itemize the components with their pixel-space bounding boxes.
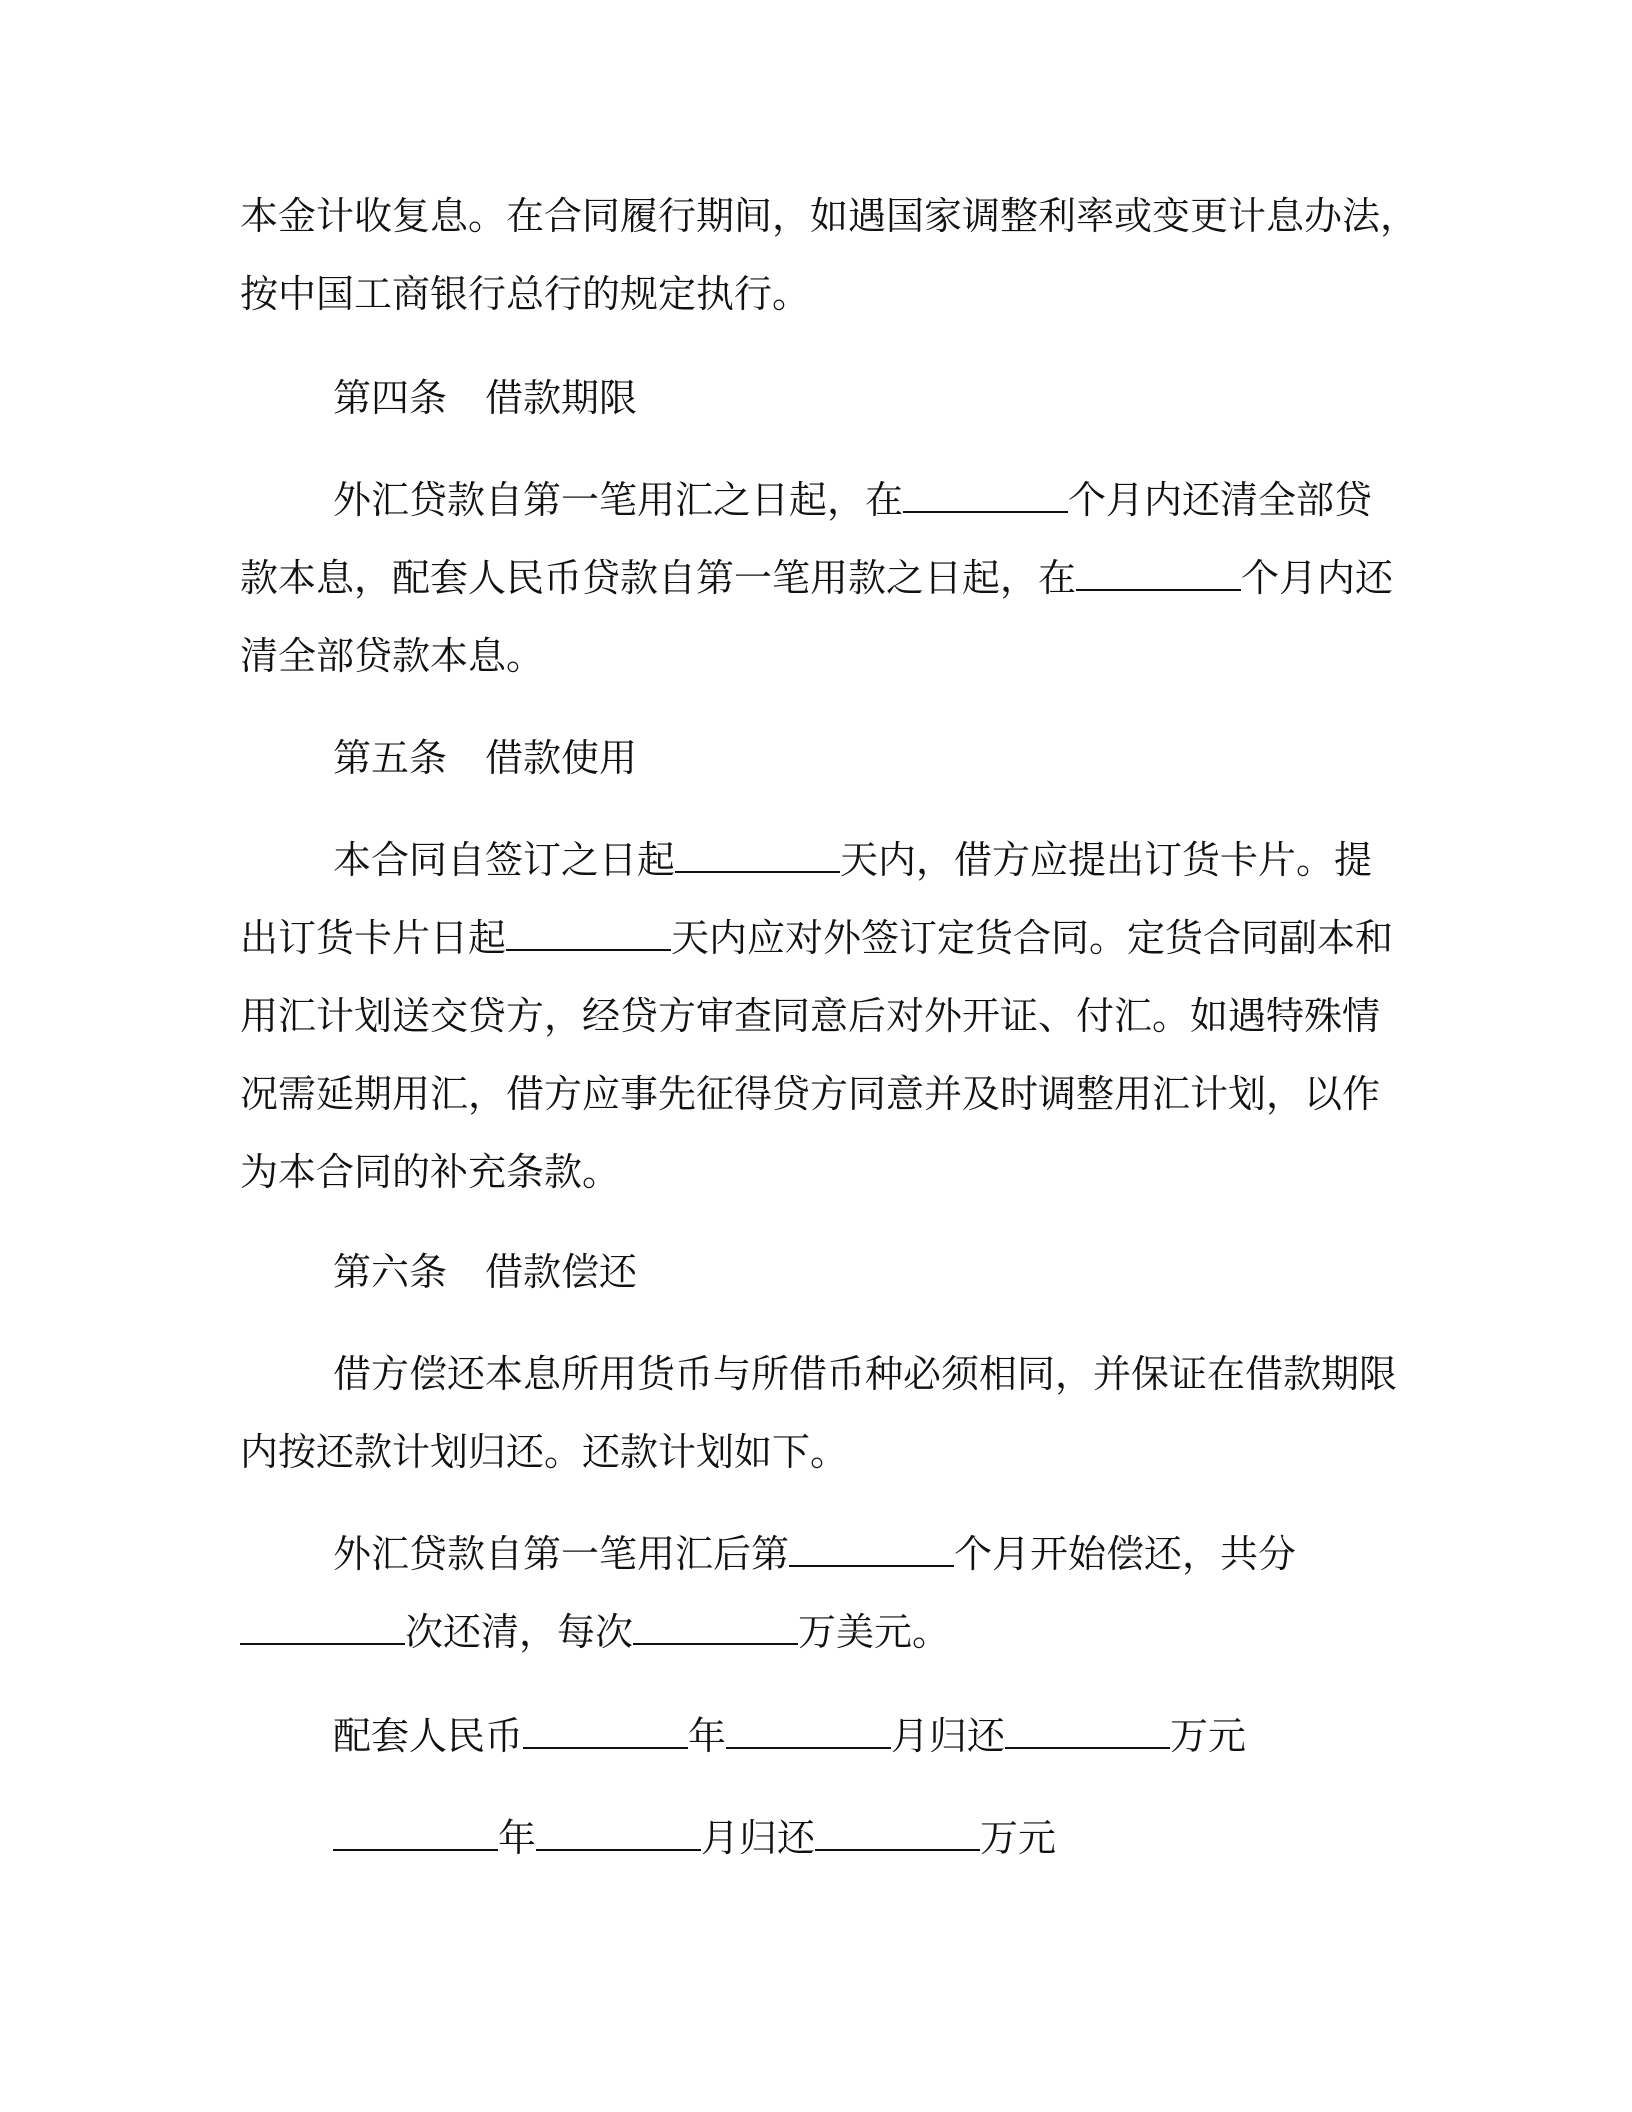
text: 为本合同的补充条款。	[240, 1150, 621, 1194]
text: 万元	[1170, 1714, 1247, 1758]
text: 本金计收复息。在合同履行期间，如遇国家调整利率或变更计息办法，	[240, 194, 1419, 238]
text: 内按还款计划归还。还款计划如下。	[240, 1430, 849, 1474]
text: 万美元。	[798, 1610, 951, 1654]
paragraph-line	[240, 1606, 950, 1658]
fill-in-blank	[1005, 1717, 1170, 1749]
paragraph-line	[240, 552, 1393, 604]
paragraph-line	[240, 1426, 848, 1478]
paragraph-line	[240, 1068, 1380, 1120]
article-4-heading	[333, 372, 637, 424]
heading-text: 第五条 借款使用	[333, 736, 638, 780]
paragraph-line	[240, 912, 1393, 964]
text: 清全部贷款本息。	[240, 634, 545, 678]
fill-in-blank	[903, 481, 1068, 513]
paragraph-line	[333, 474, 1372, 526]
paragraph-line	[333, 1528, 1296, 1580]
text: 万元	[980, 1816, 1057, 1860]
article-6-heading	[333, 1246, 637, 1298]
paragraph-line	[333, 1812, 1056, 1864]
fill-in-blank	[675, 841, 840, 873]
text: 出订货卡片日起	[240, 916, 507, 960]
text: 况需延期用汇，借方应事先征得贷方同意并及时调整用汇计划，以作	[240, 1072, 1381, 1116]
text: 天内应对外签订定货合同。定货合同副本和	[671, 916, 1394, 960]
fill-in-blank	[1076, 559, 1241, 591]
text: 年	[498, 1816, 537, 1860]
fill-in-blank	[523, 1717, 688, 1749]
text: 款本息，配套人民币贷款自第一笔用款之日起，在	[240, 556, 1077, 600]
paragraph-line	[333, 1348, 1397, 1400]
fill-in-blank	[726, 1717, 891, 1749]
fill-in-blank	[815, 1819, 980, 1851]
text: 年	[688, 1714, 727, 1758]
paragraph-line	[240, 268, 810, 320]
text: 用汇计划送交贷方，经贷方审查同意后对外开证、付汇。如遇特殊情	[240, 994, 1381, 1038]
text: 个月内还	[1241, 556, 1394, 600]
text: 借方偿还本息所用货币与所借币种必须相同，并保证在借款期限	[333, 1352, 1398, 1396]
paragraph-line	[333, 834, 1372, 886]
paragraph-line	[240, 990, 1380, 1042]
text: 月归还	[891, 1714, 1006, 1758]
heading-text: 第六条 借款偿还	[333, 1250, 638, 1294]
fill-in-blank	[333, 1819, 498, 1851]
paragraph-line	[240, 1146, 620, 1198]
text: 按中国工商银行总行的规定执行。	[240, 272, 811, 316]
article-5-heading	[333, 732, 637, 784]
fill-in-blank	[633, 1613, 798, 1645]
text: 本合同自签订之日起	[333, 838, 676, 882]
fill-in-blank	[240, 1613, 405, 1645]
heading-text: 第四条 借款期限	[333, 376, 638, 420]
fill-in-blank	[536, 1819, 701, 1851]
text: 月归还	[701, 1816, 816, 1860]
fill-in-blank	[506, 919, 671, 951]
text: 次还清，每次	[405, 1610, 634, 1654]
paragraph-line	[240, 630, 544, 682]
text: 天内，借方应提出订货卡片。提	[840, 838, 1373, 882]
paragraph-line	[240, 190, 1418, 242]
text: 个月内还清全部贷	[1068, 478, 1373, 522]
text: 外汇贷款自第一笔用汇之日起，在	[333, 478, 904, 522]
text: 外汇贷款自第一笔用汇后第	[333, 1532, 790, 1576]
fill-in-blank	[789, 1535, 954, 1567]
text: 个月开始偿还，共分	[954, 1532, 1297, 1576]
paragraph-line	[333, 1710, 1246, 1762]
text: 配套人民币	[333, 1714, 524, 1758]
